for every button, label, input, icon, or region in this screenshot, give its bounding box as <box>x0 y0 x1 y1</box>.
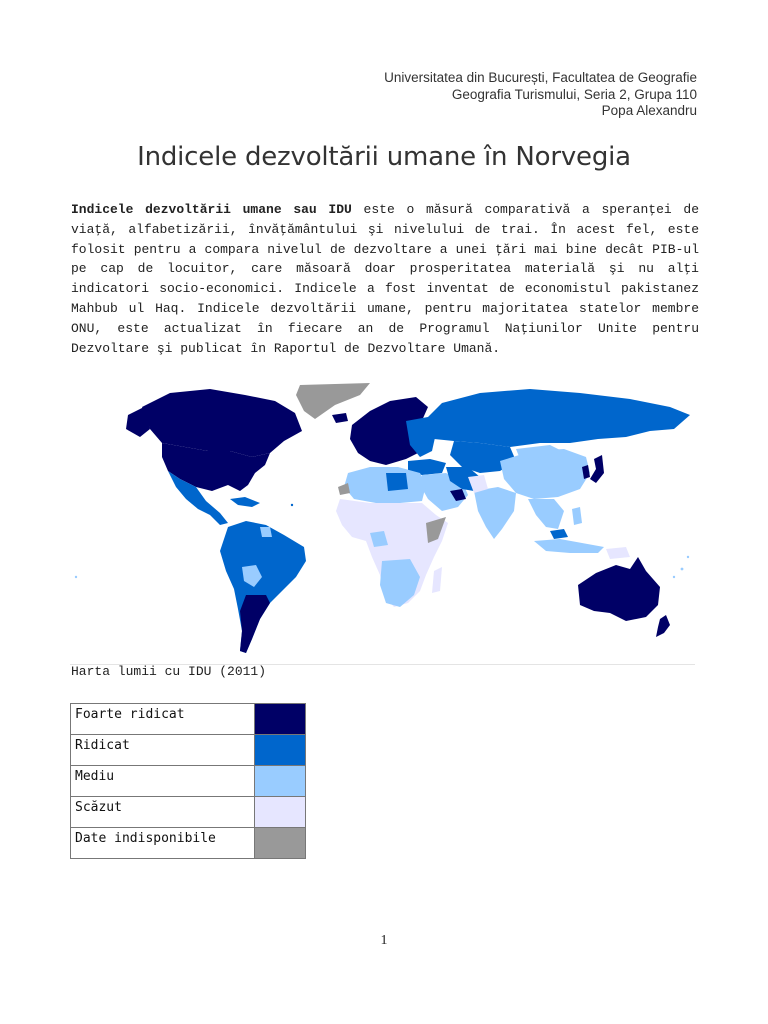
intro-text: este o măsură comparativă a speranţei de viaţă, alfabetizării, învăţământului şi nivelului de trai. În acest fel, este folosit pentru a compara nivelul de dezvoltare a unei ţări mai bine decât PIB-ul pe cap de locuitor, care măsoară doar prosperitatea materială şi nu alţi indicatori socio-economici. Indicele a fost inventat de economistul pakistanez Mahbub ul Haq. Indicele dezvoltării umane, pentru majoritatea statelor membre ONU, este actualizat în fiecare an de Programul Naţiunilor Unite pentru Dezvoltare şi publicat în Raportul de Dezvoltare Umană. <box>71 202 699 356</box>
legend-row <box>71 797 306 828</box>
legend-swatch <box>255 797 306 828</box>
world-map-image <box>70 381 695 665</box>
intro-bold-lead: Indicele dezvoltării umane sau IDU <box>71 202 352 217</box>
legend-label: Date indisponibile <box>71 828 255 859</box>
world-hdi-map <box>70 381 695 665</box>
legend-label: Foarte ridicat <box>71 704 255 735</box>
legend-label: Mediu <box>71 766 255 797</box>
north-africa-shape <box>344 467 426 503</box>
png-shape <box>606 547 630 559</box>
guyana-shape <box>260 527 272 537</box>
libya-shape <box>386 473 408 491</box>
header-author: Popa Alexandru <box>601 103 697 118</box>
legend-swatch <box>255 735 306 766</box>
header-university: Universitatea din București, Facultatea de Geografie <box>384 70 697 85</box>
legend-row <box>71 704 306 735</box>
legend-swatch <box>255 766 306 797</box>
map-caption: Harta lumii cu IDU (2011) <box>71 664 267 679</box>
document-title: Indicele dezvoltării umane în Norvegia <box>137 142 631 172</box>
header-course: Geografia Turismului, Seria 2, Grupa 110 <box>451 86 697 102</box>
page-number: 1 <box>380 933 388 948</box>
hdi-legend-table <box>70 703 306 859</box>
intro-paragraph <box>71 200 699 358</box>
legend-label: Ridicat <box>71 735 255 766</box>
document-header <box>384 70 697 120</box>
legend-swatch <box>255 704 306 735</box>
legend-label: Scăzut <box>71 797 255 828</box>
legend-row <box>71 766 306 797</box>
legend-row <box>71 735 306 766</box>
legend-swatch <box>255 828 306 859</box>
legend-row <box>71 828 306 859</box>
